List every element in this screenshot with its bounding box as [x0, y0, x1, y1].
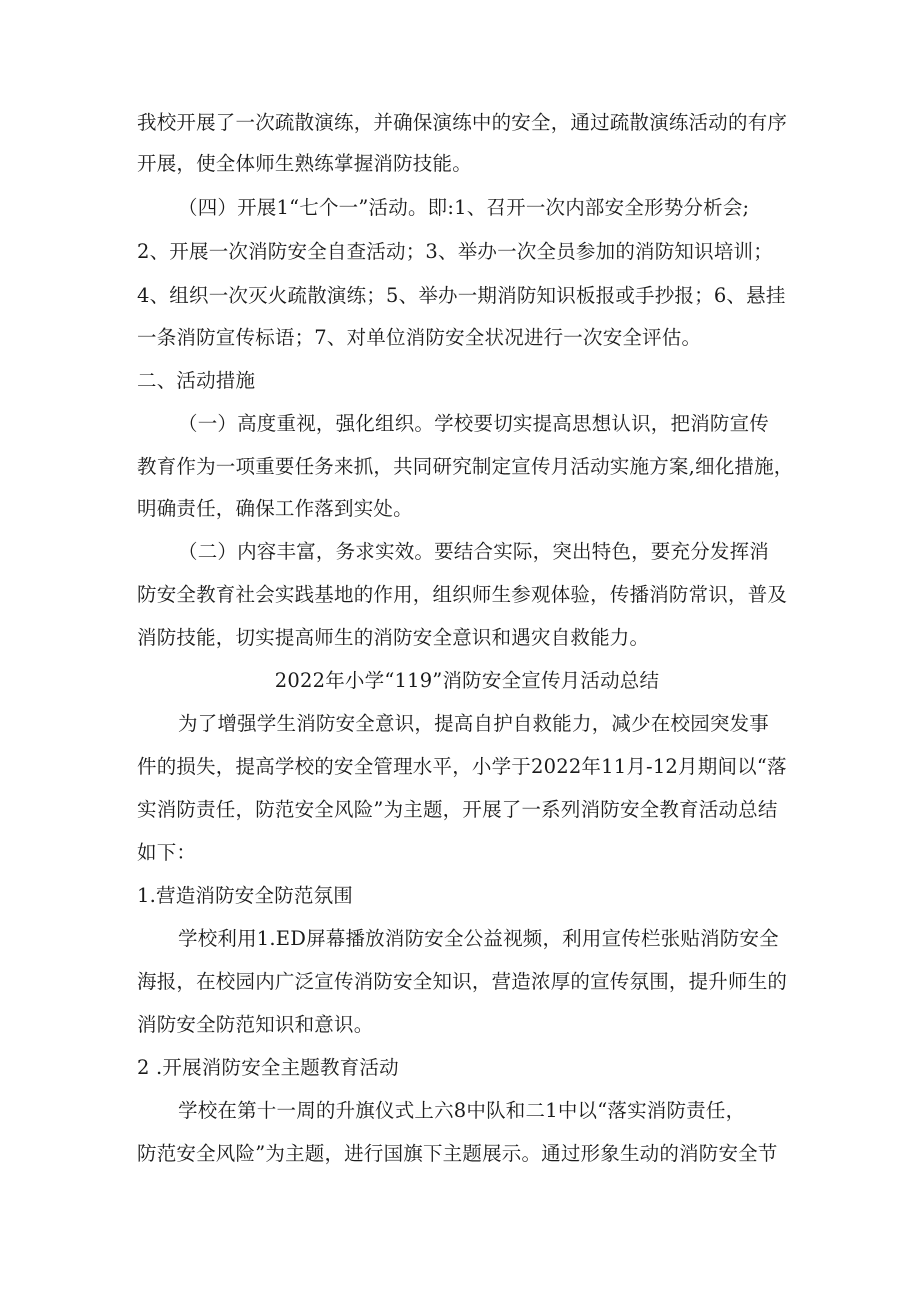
paragraph-line: 学校在第十一周的升旗仪式上六8中队和二1中以“落实消防责任，: [178, 1099, 746, 1122]
paragraph-line: 我校开展了一次疏散演练，并确保演练中的安全，通过疏散演练活动的有序: [137, 111, 788, 134]
paragraph-line: （四）开展1“七个一”活动。即:1、召开一次内部安全形势分析会;: [178, 196, 750, 219]
section-heading: 2 .开展消防安全主题教育活动: [137, 1056, 399, 1079]
paragraph-line: 海报，在校园内广泛宣传消防安全知识，营造浓厚的宣传氛围，提升师生的: [137, 970, 788, 993]
paragraph-line: 消防技能，切实提高师生的消防安全意识和遇灾自救能力。: [137, 626, 650, 649]
section-heading: 1.营造消防安全防范氛围: [137, 884, 354, 907]
paragraph-line: 明确责任，确保工作落到实处。: [137, 497, 413, 520]
paragraph-line: 学校利用1.ED屏幕播放消防安全公益视频，利用宣传栏张贴消防安全: [178, 927, 779, 950]
paragraph-line: 实消防责任，防范安全风险”为主题，开展了一系列消防安全教育活动总结: [137, 798, 778, 821]
paragraph-line: 一条消防宣传标语；7、对单位消防安全状况进行一次安全评估。: [137, 326, 702, 349]
section-heading: 二、活动措施: [137, 369, 256, 392]
paragraph-line: 4、组织一次灭火疏散演练；5、举办一期消防知识板报或手抄报；6、悬挂: [137, 284, 786, 307]
paragraph-line: 开展，使全体师生熟练掌握消防技能。: [137, 152, 472, 175]
paragraph-line: （一）高度重视，强化组织。学校要切实提高思想认识，把消防宣传: [178, 412, 770, 435]
paragraph-line: 消防安全防范知识和意识。: [137, 1013, 374, 1036]
paragraph-line: 件的损失，提高学校的安全管理水平，小学于2022年11月-12月期间以“落: [137, 755, 787, 778]
paragraph-line: 教育作为一项重要任务来抓，共同研究制定宣传月活动实施方案,细化措施，: [137, 455, 794, 478]
paragraph-line: 防安全教育社会实践基地的作用，组织师生参观体验，传播消防常识，普及: [137, 583, 788, 606]
paragraph-line: 防范安全风险”为主题，进行国旗下主题展示。通过形象生动的消防安全节: [137, 1142, 778, 1165]
paragraph-line: 如下：: [137, 841, 197, 864]
paragraph-line: （二）内容丰富，务求实效。要结合实际，突出特色，要充分发挥消: [178, 540, 770, 563]
paragraph-line: 2、开展一次消防安全自查活动；3、举办一次全员参加的消防知识培训；: [137, 240, 773, 263]
paragraph-line: 为了增强学生消防安全意识，提高自护自救能力，减少在校园突发事: [178, 712, 770, 735]
document-title: 2022年小学“119”消防安全宣传月活动总结: [274, 669, 660, 692]
